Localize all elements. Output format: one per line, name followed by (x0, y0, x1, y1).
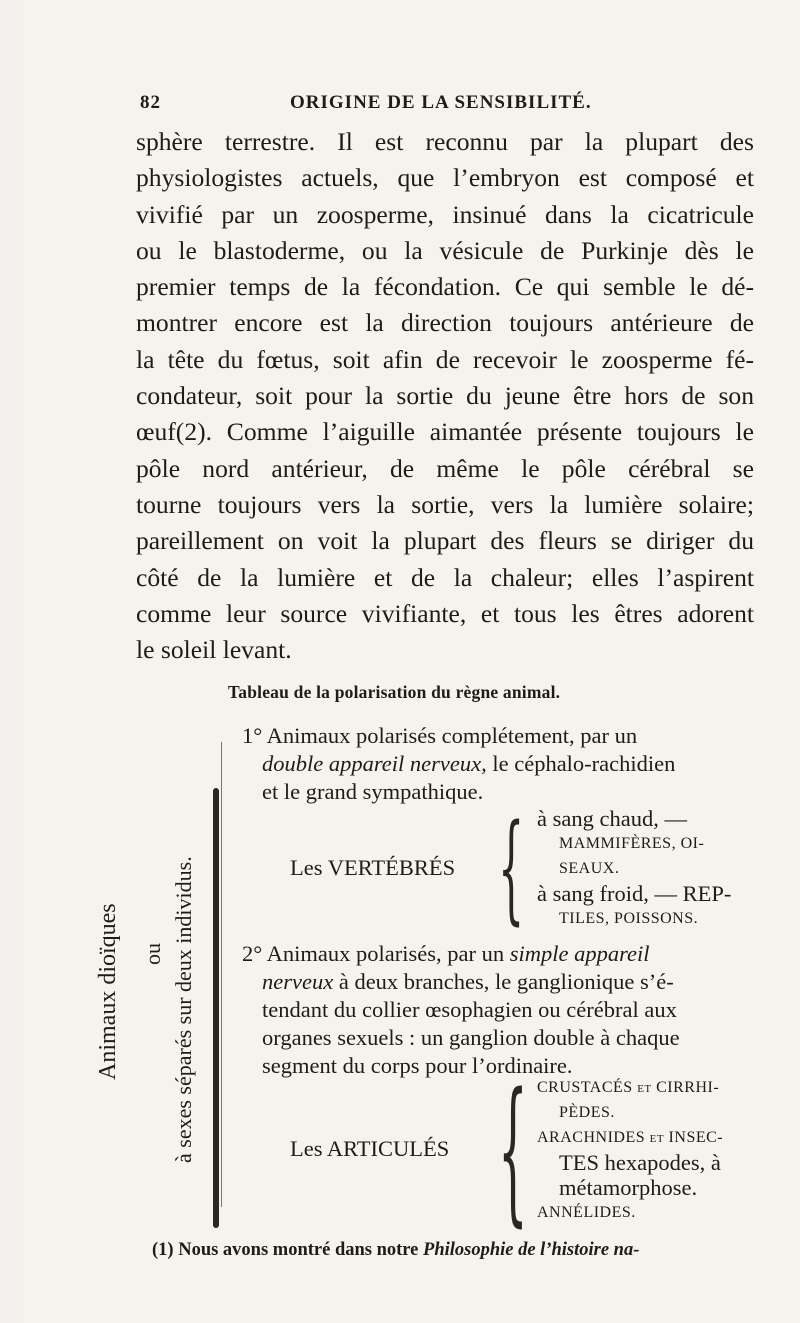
group-label-articules: Les ARTICULÉS (290, 1136, 450, 1161)
item-text: Animaux polarisés complétement, par un (266, 723, 638, 748)
item-italic: double appareil nerveux, (262, 751, 487, 776)
text-line: comme leur source vivifiante, et tous les êtres adorent (136, 598, 754, 628)
side-label-ou: ou (140, 943, 165, 965)
text-line: le soleil levant. (136, 635, 292, 665)
list-item: SEAUX. (559, 860, 620, 877)
group-label-vertebres: Les VERTÉBRÉS (290, 855, 456, 880)
footnote (152, 1240, 752, 1261)
brace-vertebres: { (498, 798, 525, 936)
page-number: 82 (140, 92, 161, 113)
footnote-italic: Philosophie de l’histoire na- (423, 1240, 640, 1260)
vertebres-list (537, 806, 731, 931)
list-item: métamorphose. (559, 1175, 698, 1200)
text-line: ou le blastoderme, ou la vésicule de Purkinje dès le (136, 235, 754, 265)
table-rule-thick (213, 788, 219, 1228)
item-italic: nerveux (262, 969, 334, 994)
text-line: physiologistes actuels, que l’embryon est composé et (136, 163, 754, 193)
list-item: MAMMIFÈRES, OI- (559, 835, 705, 852)
list-item: ARACHNIDES et INSEC- (537, 1129, 724, 1146)
item-text: le céphalo-rachidien (486, 751, 676, 776)
item-text: tendant du collier œsophagien ou cérébral aux (262, 997, 677, 1022)
item-italic: simple appareil (509, 941, 650, 966)
list-item: PÈDES. (559, 1104, 615, 1121)
item-text: à deux branches, le ganglionique s’é- (333, 969, 674, 994)
list-item: TILES, POISSONS. (559, 910, 699, 927)
item-text: organes sexuels : un ganglion double à chaque (262, 1025, 680, 1050)
text-line: condateur, soit pour la sortie du jeune être hors de son (136, 381, 754, 411)
list-item: TES hexapodes, à (559, 1150, 721, 1175)
text-line: montrer encore est la direction toujours antérieure de (136, 308, 754, 338)
side-label-sexes-separes: à sexes séparés sur deux individus. (171, 856, 196, 1163)
text-line: vivifié par un zoosperme, insinué dans la cicatricule (136, 199, 754, 229)
item-1-vertebres-description (242, 722, 752, 806)
item-text: Animaux polarisés, par un (266, 941, 510, 966)
item-text: segment du corps pour l’ordinaire. (262, 1053, 573, 1078)
item-text: et le grand sympathique. (262, 779, 484, 804)
footnote-marker: (1) (152, 1240, 174, 1260)
running-title: ORIGINE DE LA SENSIBILITÉ. (290, 92, 592, 113)
articules-list (537, 1075, 723, 1225)
side-label-dioiques: Animaux dioïques (95, 903, 121, 1080)
item-number: 1° (242, 723, 263, 748)
text-line: tourne toujours vers la sortie, vers la lumière solaire; (136, 489, 754, 519)
item-number: 2° (242, 941, 263, 966)
list-item: à sang froid, — REP- (537, 881, 732, 906)
text-line: pareillement on voit la plupart des fleurs se diriger du (136, 526, 754, 556)
footnote-text: Nous avons montré dans notre (178, 1240, 424, 1260)
text-line: la tête du fœtus, soit afin de recevoir le zoosperme fé- (136, 344, 754, 374)
list-item: CRUSTACÉS et CIRRHI- (537, 1079, 720, 1096)
text-line: œuf(2). Comme l’aiguille aimantée présente toujours le (136, 417, 754, 447)
list-item: ANNÉLIDES. (537, 1204, 636, 1221)
list-item: à sang chaud, — (537, 806, 687, 831)
main-paragraph (136, 124, 754, 668)
table-title: Tableau de la polarisation du règne animal. (228, 682, 561, 702)
brace-articules: { (498, 1059, 528, 1241)
text-line: sphère terrestre. Il est reconnu par la plupart des (136, 127, 754, 156)
table-rule-thin (221, 742, 222, 1207)
text-line: premier temps de la fécondation. Ce qui semble le dé- (136, 272, 754, 302)
text-line: côté de la lumière et de la chaleur; elles l’aspirent (136, 562, 754, 592)
text-line: pôle nord antérieur, de même le pôle cérébral se (136, 453, 754, 483)
